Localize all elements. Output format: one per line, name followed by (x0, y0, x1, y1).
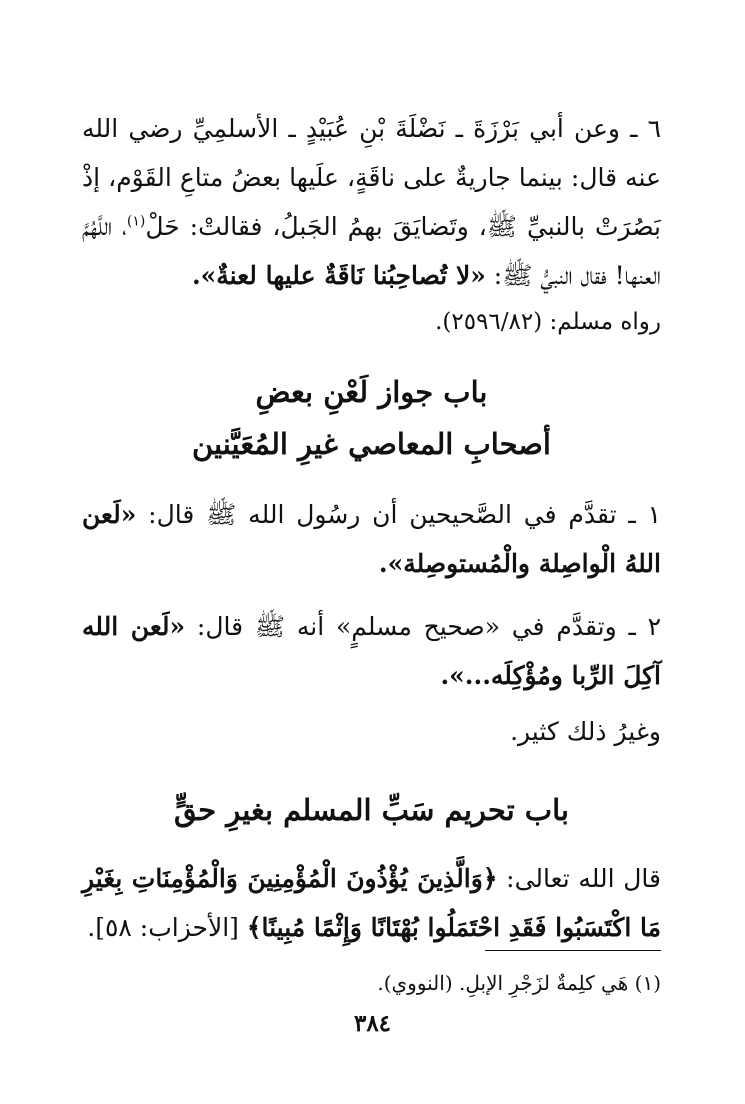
chapter-heading-1 (82, 366, 661, 470)
item-1-quote: «لَعن اللهُ الْواصِلة والْمُستوصِلة». (82, 500, 661, 578)
chapter-heading-1-line-2: أصحابِ المعاصي غيرِ المُعَيَّنين (191, 427, 551, 461)
page-number: ٣٨٤ (353, 1010, 392, 1037)
item-1-intro: ١ ـ تقدَّم في الصَّحيحين أن رسُول الله ﷺ قال: (136, 500, 661, 529)
quran-reference: [الأحزاب: ٥٨]. (87, 913, 247, 942)
hadith-6-line-4: ، اللَّهُمَّ العنها! فقال النبيُّ ﷺ: (82, 212, 661, 290)
footnote-marker: (١) (126, 213, 146, 230)
item-2-quote: «لَعن الله آكِلَ الرِّبا ومُؤْكِلَه...». (82, 612, 661, 690)
hadith-6-paragraph (82, 104, 661, 300)
chapter-heading-1-line-1: باب جواز لَعْنِ بعضِ (255, 375, 488, 409)
quran-verse-paragraph (82, 854, 661, 952)
footnote-1: (١) هَي كلِمةٌ لزَجْرِ الإبلِ. (النووي). (377, 971, 661, 995)
item-1-paragraph (82, 490, 661, 588)
quran-intro: قال الله تعالى: (497, 864, 661, 893)
hadith-6-line-1: ٦ ـ وعن أبي بَرْزَةَ ـ نَضْلَةَ بْنِ عُبَيْدٍ ـ الأسلمِيِّ رضي الله (82, 114, 661, 143)
chapter-heading-2: باب تحريم سَبِّ المسلم بغيرِ حقٍّ (174, 793, 569, 827)
hadith-6-line-2: عنه قال: بينما جاريةٌ على ناقَةٍ، علَيها بعضُ متاعِ القَوْم، إذْ (82, 163, 661, 192)
footnote-divider (485, 950, 661, 951)
item-2-paragraph (82, 602, 661, 700)
and-more-text: وغيرُ ذلك كثير. (510, 717, 661, 746)
item-2-intro: ٢ ـ وتقدَّم في «صحيح مسلمٍ» أنه ﷺ قال: (185, 612, 662, 641)
hadith-6-quote: «لا تُصاحِبُنا نَاقَةٌ عليها لعنةٌ». (191, 261, 486, 290)
hadith-6-line-3: بَصُرَتْ بالنبيِّ ﷺ، وتَضايَقَ بهمُ الجَبلُ، فقالتْ: حَلْ (145, 212, 661, 241)
hadith-6-source: رواه مسلم: (٢٥٩٦/٨٢). (435, 309, 661, 335)
quran-verse: ﴿وَالَّذِينَ يُؤْذُونَ الْمُؤْمِنِينَ وَالْمُؤْمِنَاتِ بِغَيْرِ مَا اكْتَسَبُوا فَقَدِ احْتَمَلُوا بُهْتَانًا وَإِثْمًا مُبِينًا﴾ (82, 864, 661, 942)
